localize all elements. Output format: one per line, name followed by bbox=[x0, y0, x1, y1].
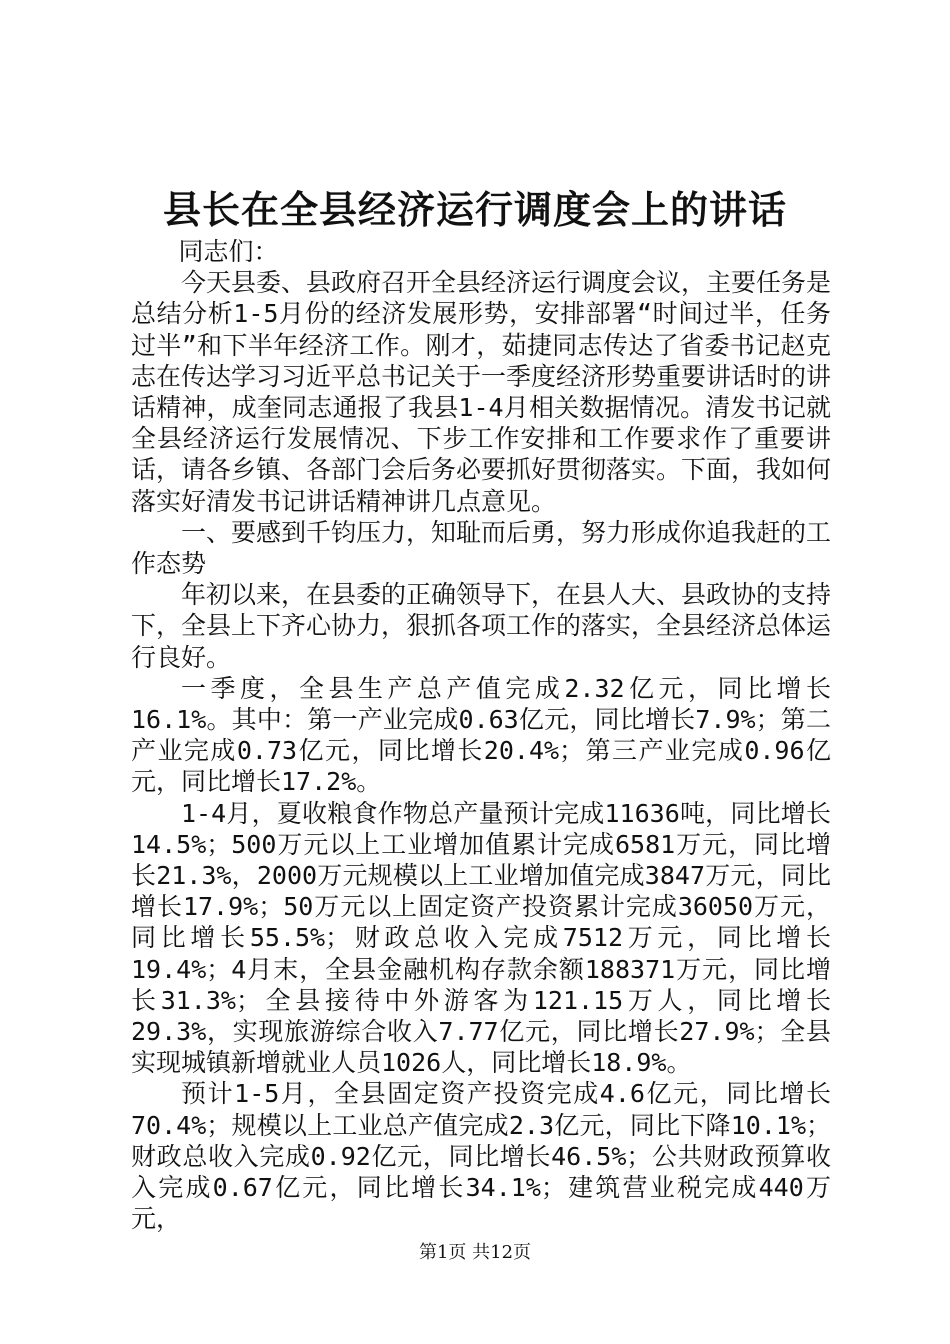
paragraph-jan-apr-stats: 1-4月，夏收粮食作物总产量预计完成11636吨，同比增长14.5%；500万元以上工业增加值累计完成6581万元，同比增长21.3%，2000万元规模以上工业增加值完成3847万元，同比增长17.9%；50万元以上固定资产投资累计完成36050万元，同比增长55.5%；财政总收入完成7512万元，同比增长19.4%；4月末，全县金融机构存款余额188371万元，同比增长31.3%；全县接待中外游客为121.15万人，同比增长29.3%，实现旅游综合收入7.77亿元，同比增长27.9%；全县实现城镇新增就业人员1026人，同比增长18.9%。 bbox=[131, 798, 831, 1078]
paragraph-jan-may-forecast: 预计1-5月，全县固定资产投资完成4.6亿元，同比增长70.4%；规模以上工业总产值完成2.3亿元，同比下降10.1%；财政总收入完成0.92亿元，同比增长46.5%；公共财政预算收入完成0.67亿元，同比增长34.1%；建筑营业税完成440万元， bbox=[131, 1079, 831, 1234]
paragraph-intro: 今天县委、县政府召开全县经济运行调度会议，主要任务是总结分析1-5月份的经济发展形势，安排部署“时间过半，任务过半”和下半年经济工作。刚才，茹捷同志传达了省委书记赵克志在传达学习习近平总书记关于一季度经济形势重要讲话时的讲话精神，成奎同志通报了我县1-4月相关数据情况。清发书记就全县经济运行发展情况、下步工作安排和工作要求作了重要讲话，请各乡镇、各部门会后务必要抓好贯彻落实。下面，我如何落实好清发书记讲话精神讲几点意见。 bbox=[131, 268, 832, 516]
paragraph-overview: 年初以来，在县委的正确领导下，在县人大、县政协的支持下，全县上下齐心协力，狠抓各项工作的落实，全县经济总体运行良好。 bbox=[131, 580, 832, 672]
salutation: 同志们： bbox=[178, 237, 279, 266]
section-heading-1: 一、要感到千钧压力，知耻而后勇，努力形成你追我赶的工作态势 bbox=[131, 517, 832, 579]
paragraph-q1-stats: 一季度，全县生产总产值完成2.32亿元，同比增长16.1%。其中：第一产业完成0.63亿元，同比增长7.9%；第二产业完成0.73亿元，同比增长20.4%；第三产业完成0.96亿元，同比增长17.2%。 bbox=[131, 673, 831, 797]
document-body bbox=[131, 236, 831, 1235]
page-number-footer: 第1页 共12页 bbox=[418, 1242, 532, 1263]
document-title: 县长在全县经济运行调度会上的讲话 bbox=[162, 187, 787, 232]
